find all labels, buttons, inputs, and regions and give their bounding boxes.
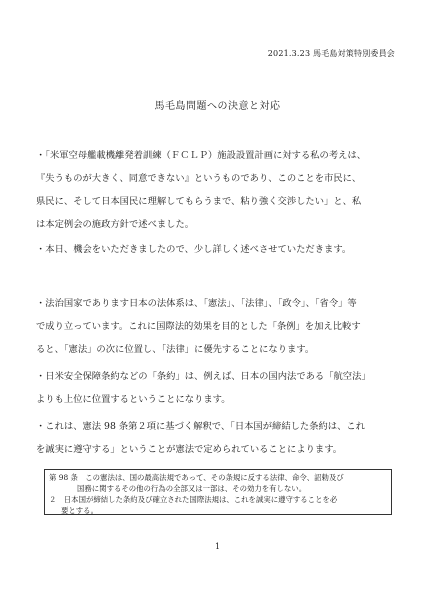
paragraph-line: ・本日、機会をいただきましたので、少し詳しく述べさせていただきます。: [36, 244, 352, 255]
article-line: 国務に関するその他の行為の全部又は一部は、その効力を有しない。: [77, 484, 307, 493]
paragraph-line: 『失うものが大きく、同意できない』というものであり、このことを市民に、: [36, 173, 362, 184]
paragraph-4: [36, 365, 406, 411]
paragraph-line: を誠実に遵守する」ということが憲法で定められていることによります。: [36, 444, 343, 455]
paragraph-line: ・日米安全保障条約などの「条約」は、例えば、日本の国内法である「航空法」: [36, 371, 371, 382]
paragraph-2: [36, 238, 406, 261]
paragraph-1: [36, 144, 406, 236]
document-title: 馬毛島問題への決意と対応: [154, 101, 281, 112]
paragraph-line: よりも上位に位置するということになります。: [36, 394, 231, 405]
constitution-article-box: [44, 469, 392, 515]
page-number: 1: [214, 542, 221, 551]
article-line: 要とする。: [61, 506, 98, 515]
paragraph-5: [36, 415, 406, 461]
article-line: 第 98 条 この憲法は、国の最高法規であって、その条規に反する法律、命令、詔勅及び: [49, 473, 344, 482]
header-date-organization: 2021.3.23 馬毛島対策特別委員会: [267, 49, 395, 58]
paragraph-line: ・これは、憲法 98 条第２項に基づく解釈で、「日本国が締結した条約は、これ: [36, 421, 365, 432]
paragraph-line: ・「米軍空母艦載機離発着訓練（ＦＣＬＰ）施設設置計画に対する私の考えは、: [36, 150, 367, 161]
paragraph-line: は本定例会の施政方針で述べました。: [36, 219, 195, 230]
paragraph-line: 県民に、そして日本国民に理解してもらうまで、粘り強く交渉したい」と、私: [36, 196, 362, 207]
paragraph-3: [36, 292, 406, 361]
paragraph-line: で成り立っています。これに国際法的効果を目的とした「条例」を加え比較す: [36, 321, 361, 332]
article-line: ２ 日本国が締結した条約及び確立された国際法規は、これを誠実に遵守することを必: [49, 495, 338, 504]
paragraph-line: ・法治国家であります日本の法体系は、「憲法」、「法律」、「政令」、「省令」等: [36, 298, 357, 309]
paragraph-line: ると、「憲法」の次に位置し、「法律」に優先することになります。: [36, 344, 315, 355]
